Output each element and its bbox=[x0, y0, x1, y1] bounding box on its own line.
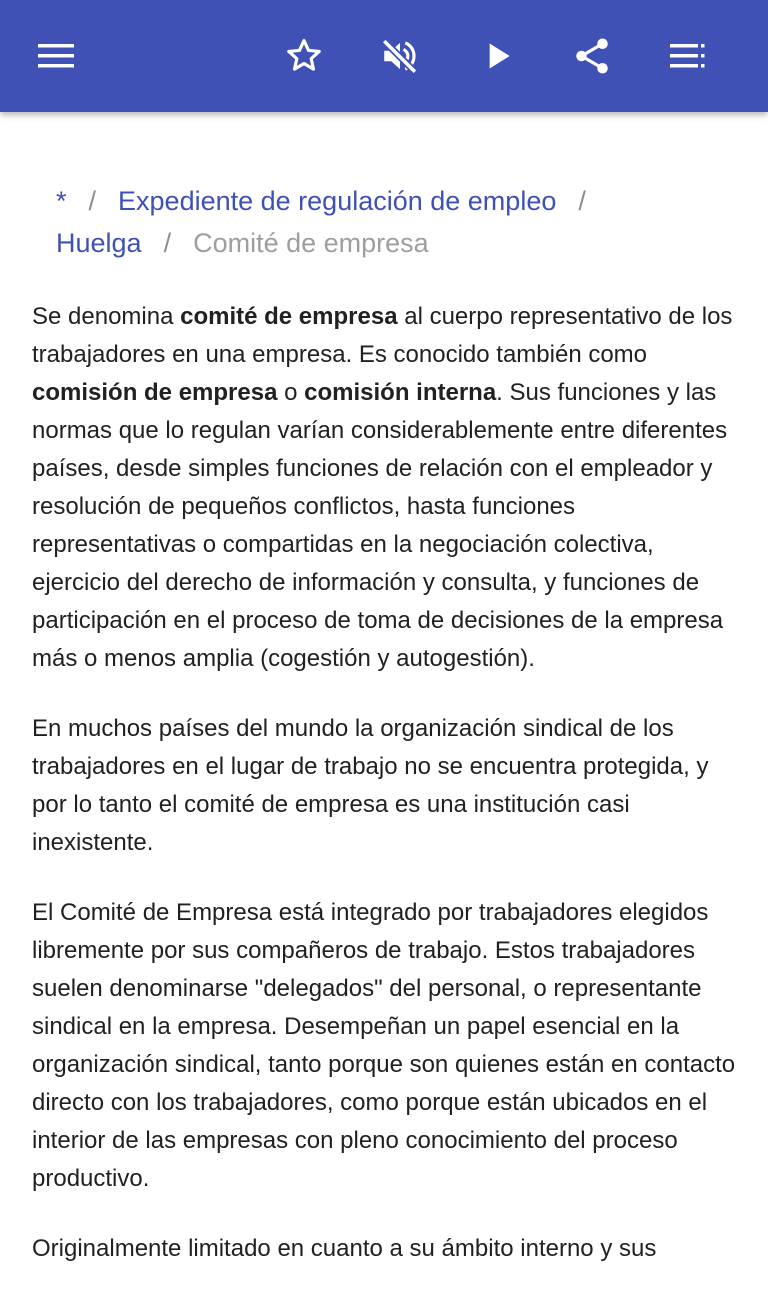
article-paragraph-1 bbox=[32, 298, 740, 678]
share-icon bbox=[571, 35, 613, 77]
article-paragraph-4: Originalmente limitado en cuanto a su ámbito interno y sus bbox=[32, 1235, 657, 1262]
paragraph-text: o bbox=[277, 379, 305, 406]
playlist-icon bbox=[668, 36, 708, 76]
volume-off-icon bbox=[379, 35, 421, 77]
breadcrumb-separator: / bbox=[578, 186, 586, 216]
article-paragraph-2: En muchos países del mundo la organización sindical de los trabajadores en el lugar de trabajo no se encuentra protegida, y por lo tanto el comité de empresa es una institución casi inexistente. bbox=[32, 715, 709, 856]
playlist-button[interactable] bbox=[660, 28, 716, 84]
bold-term: comité de empresa bbox=[180, 303, 398, 330]
paragraph-text: Se denomina bbox=[32, 303, 181, 330]
menu-icon bbox=[36, 36, 76, 76]
app-bar bbox=[0, 0, 768, 112]
paragraph-text: al cuerpo representativo de los trabajadores en una empresa. Es conocido también como bbox=[32, 303, 733, 368]
mute-button[interactable] bbox=[372, 28, 428, 84]
star-icon bbox=[283, 35, 325, 77]
breadcrumb-link-home[interactable]: * bbox=[56, 186, 67, 216]
breadcrumb-separator: / bbox=[88, 186, 97, 216]
breadcrumb-separator: / bbox=[163, 228, 172, 258]
breadcrumb-current: Comité de empresa bbox=[193, 228, 429, 258]
bold-term: comisión interna bbox=[304, 379, 497, 406]
breadcrumb bbox=[56, 180, 736, 264]
share-button[interactable] bbox=[564, 28, 620, 84]
bold-term: comisión de empresa bbox=[32, 379, 278, 406]
breadcrumb-link-huelga[interactable]: Huelga bbox=[56, 228, 142, 258]
play-icon bbox=[478, 36, 518, 76]
breadcrumb-link-expediente[interactable]: Expediente de regulación de empleo bbox=[118, 186, 557, 216]
favorite-button[interactable] bbox=[276, 28, 332, 84]
menu-button[interactable] bbox=[28, 28, 84, 84]
article-paragraph-3: El Comité de Empresa está integrado por trabajadores elegidos libremente por sus compañeros de trabajo. Estos trabajadores suelen denominarse "delegados" del personal, o representante sindical en la empresa. Desempeñan un papel esencial en la organización sindical, tanto porque son quienes están en contacto directo con los trabajadores, como porque están ubicados en el interior de las empresas con pleno conocimiento del proceso productivo. bbox=[32, 899, 736, 1192]
article-body bbox=[32, 298, 740, 1300]
paragraph-text: . Sus funciones y las normas que lo regulan varían considerablemente entre diferentes países, desde simples funciones de relación con el empleador y resolución de pequeños conflictos, hasta funciones representativas o compartidas en la negociación colectiva, ejercicio del derecho de información y consulta, y funciones de participación en el proceso de toma de decisiones de la empresa más o menos amplia (cogestión y autogestión). bbox=[32, 379, 728, 672]
play-button[interactable] bbox=[470, 28, 526, 84]
